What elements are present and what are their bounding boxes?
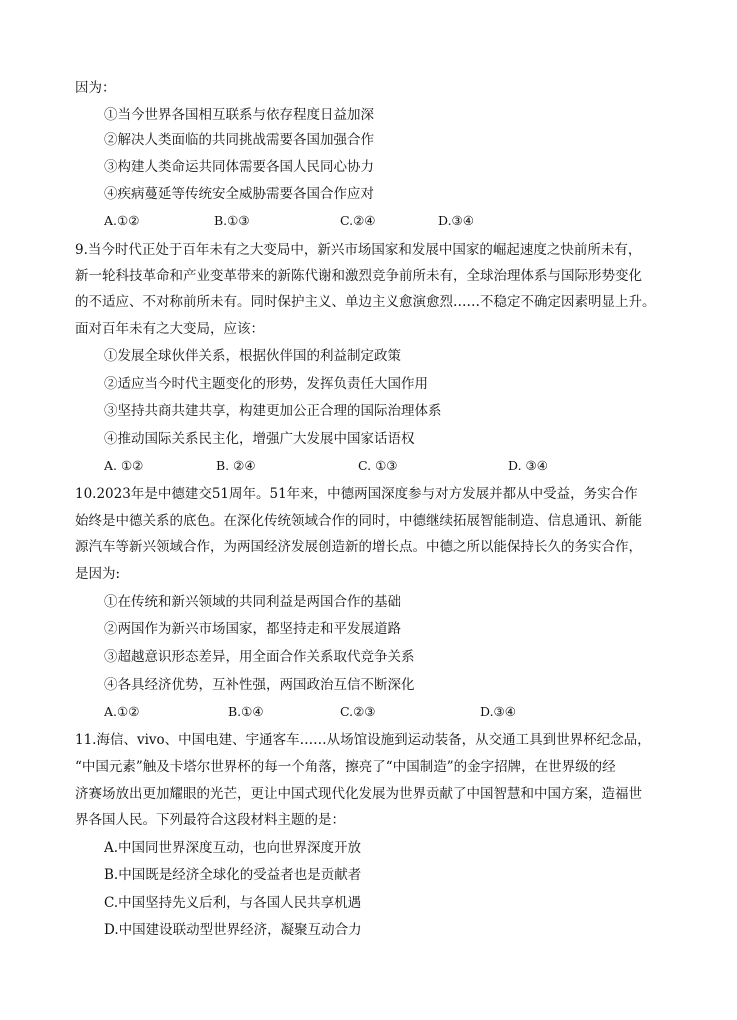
q11-line-3: 济赛场放出更加耀眼的光芒，更让中国式现代化发展为世界贡献了中国智慧和中国方案，造福世 (75, 786, 642, 802)
q9-option-2: ②适应当今时代主题变化的形势，发挥负责任大国作用 (104, 376, 428, 392)
q8-intro: 因为： (75, 80, 116, 96)
q10-answer-a: A.①② (104, 704, 140, 719)
q11-line-2: “中国元素”触及卡塔尔世界杯的每一个角落，擦亮了“中国制造”的金字招牌，在世界级的经 (75, 759, 616, 775)
q11-option-d: D.中国建设联动型世界经济，凝聚互动合力 (104, 922, 362, 938)
q11-option-b: B.中国既是经济全球化的受益者也是贡献者 (104, 867, 362, 883)
q10-line-2: 始终是中德关系的底色。在深化传统领域合作的同时，中德继续拓展智能制造、信息通讯、新能 (75, 513, 642, 529)
q11-line-4: 界各国人民。下列最符合这段材料主题的是： (75, 812, 345, 828)
q8-option-3: ③构建人类命运共同体需要各国人民同心协力 (104, 159, 374, 175)
q10-option-4: ④各具经济优势，互补性强，两国政治互信不断深化 (104, 677, 415, 693)
q10-answer-c: C.②③ (340, 704, 376, 719)
q9-line-3: 的不适应、不对称前所未有。同时保护主义、单边主义愈演愈烈……不稳定不确定因素明显上升。 (75, 294, 656, 310)
q11-line-1: 11.海信、vivo、中国电建、宇通客车……从场馆设施到运动装备，从交通工具到世界杯纪念品， (75, 732, 651, 748)
q8-answer-a: A.①② (104, 213, 140, 228)
q10-option-2: ②两国作为新兴市场国家，都坚持走和平发展道路 (104, 621, 401, 637)
q10-line-1: 10.2023年是中德建交51周年。51年来，中德两国深度参与对方发展并都从中受益，务实合作 (75, 486, 638, 502)
q10-line-4: 是因为: (75, 566, 121, 582)
q9-answer-a: A. ①② (104, 458, 144, 473)
q9-answer-b: B. ②④ (216, 458, 256, 473)
q10-line-3: 源汽车等新兴领域合作，为两国经济发展创造新的增长点。中德之所以能保持长久的务实合作， (75, 539, 642, 555)
q8-answer-d: D.③④ (438, 213, 474, 228)
q8-option-4: ④疾病蔓延等传统安全威胁需要各国合作应对 (104, 186, 374, 202)
q9-option-3: ③坚持共商共建共享，构建更加公正合理的国际治理体系 (104, 403, 442, 419)
q8-answer-c: C.②④ (340, 213, 376, 228)
q8-answer-b: B.①③ (214, 213, 250, 228)
q9-option-4: ④推动国际关系民主化，增强广大发展中国家话语权 (104, 431, 415, 447)
q9-answer-c: C. ①③ (358, 458, 398, 473)
q9-line-4: 面对百年未有之大变局，应该： (75, 321, 264, 337)
q8-option-2: ②解决人类面临的共同挑战需要各国加强合作 (104, 132, 374, 148)
q10-answer-b: B.①④ (228, 704, 264, 719)
q9-answer-d: D. ③④ (508, 458, 548, 473)
q10-option-1: ①在传统和新兴领域的共同利益是两国合作的基础 (104, 594, 401, 610)
q9-line-2: 新一轮科技革命和产业变革带来的新陈代谢和激烈竞争前所未有，全球治理体系与国际形势变化 (75, 268, 642, 284)
q8-option-1: ①当今世界各国相互联系与依存程度日益加深 (104, 107, 374, 123)
q9-line-1: 9.当今时代正处于百年未有之大变局中，新兴市场国家和发展中国家的崛起速度之快前所未有， (75, 242, 642, 258)
q11-option-c: C.中国坚持先义后利，与各国人民共享机遇 (104, 895, 362, 911)
q9-option-1: ①发展全球伙伴关系，根据伙伴国的利益制定政策 (104, 348, 401, 364)
q10-answer-d: D.③④ (480, 704, 516, 719)
q10-option-3: ③超越意识形态差异，用全面合作关系取代竞争关系 (104, 649, 415, 665)
q11-option-a: A.中国同世界深度互动，也向世界深度开放 (104, 840, 362, 856)
